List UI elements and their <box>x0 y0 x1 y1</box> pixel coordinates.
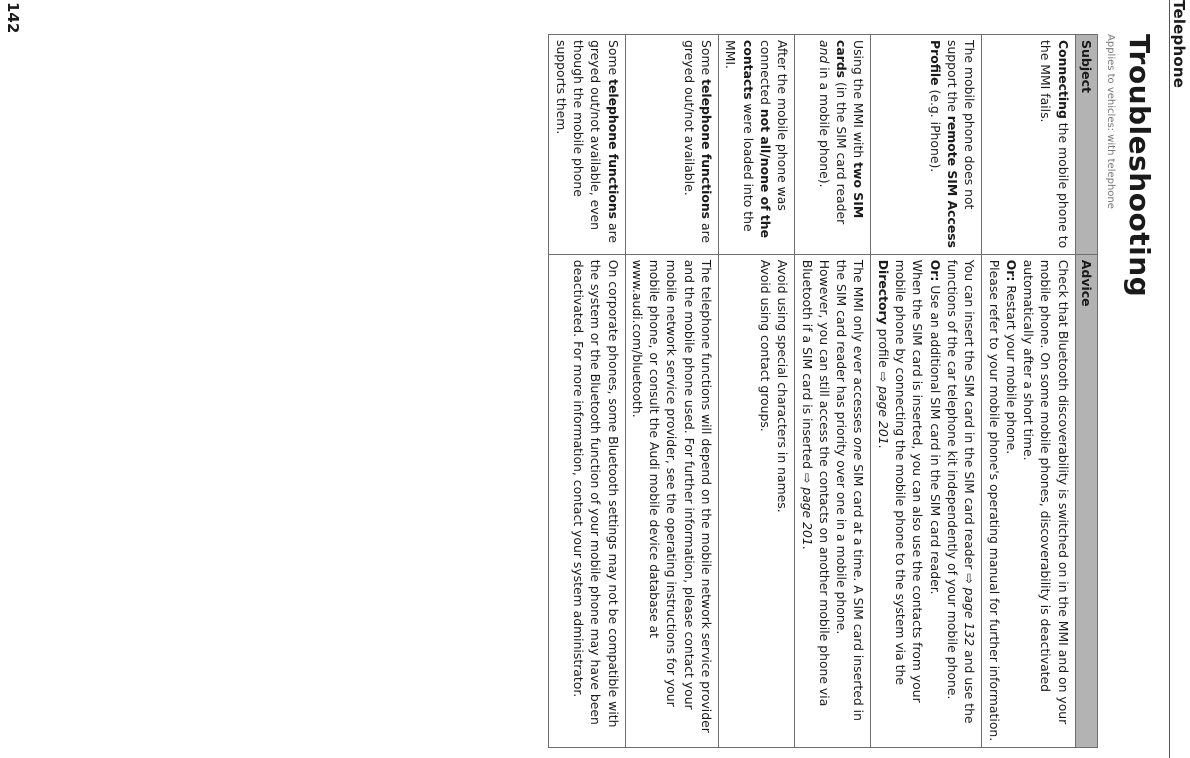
page-reference-arrow-icon: ⇨ <box>799 472 815 484</box>
page-number: 142 <box>4 2 22 34</box>
advice-paragraph <box>944 260 979 742</box>
advice-paragraph <box>1003 260 1020 742</box>
subject-cell <box>719 35 795 255</box>
or-label: Or: <box>927 259 943 282</box>
subject-cell <box>982 35 1075 255</box>
subject-text: the mobile phone to the MMI fails. <box>1038 40 1071 249</box>
subject-text: (in the SIM card reader <box>834 78 850 225</box>
applies-to-note: Applies to vehicles: with telephone <box>1105 34 1116 209</box>
advice-paragraph: Avoid using contact groups. <box>757 259 773 432</box>
column-header-subject: Subject <box>1075 35 1097 255</box>
subject-text: (e.g. iPhone). <box>927 85 943 173</box>
table-row <box>795 35 871 748</box>
subject-keyword: telephone functions <box>605 79 621 220</box>
page-reference-link[interactable]: page 201 <box>799 483 815 546</box>
table-row <box>871 35 982 748</box>
subject-emphasis: and <box>816 40 832 64</box>
subject-text: in a mobile phone). <box>816 63 832 188</box>
subject-keyword: telephone functions <box>699 79 715 220</box>
page-reference-arrow-icon: ⇨ <box>875 371 891 383</box>
subject-text: After the mobile phone was connected <box>757 40 791 211</box>
subject-text: are greyed out/not available, even though the mobile phone supports them. <box>553 40 621 244</box>
advice-cell <box>982 254 1075 747</box>
advice-emphasis: one <box>851 437 867 461</box>
page-reference-link[interactable]: page 132 <box>962 583 978 647</box>
advice-paragraph: Check that Bluetooth discoverability is switched on in the MMI and on your mobile phone. On some mobile phones, discoverability is deactivated automatically after a short time. <box>1021 259 1071 725</box>
advice-text: You can insert the SIM card in the SIM card reader <box>962 259 978 574</box>
page-reference-arrow-icon: ⇨ <box>962 573 978 584</box>
subject-cell <box>549 35 625 255</box>
advice-cell <box>871 254 982 747</box>
table-row <box>719 35 795 748</box>
subject-cell <box>625 35 718 255</box>
section-title: Troubleshooting <box>1123 34 1156 298</box>
subject-keyword: two SIM cards <box>834 40 867 219</box>
table-row <box>625 35 718 748</box>
subject-keyword: not all/none of the contacts <box>740 40 773 239</box>
subject-text: Using the MMI with <box>851 40 867 163</box>
advice-paragraph <box>833 260 868 742</box>
directory-keyword: Directory <box>875 259 891 325</box>
subject-text: were loaded into the MMI. <box>723 40 756 232</box>
subject-text: The mobile phone does not support the <box>944 40 978 210</box>
advice-text: SIM card at a time. A SIM card inserted in the SIM card reader has priority over one in a mobile phone. <box>834 259 867 721</box>
advice-cell <box>719 254 795 747</box>
advice-text: Use an additional SIM card in the SIM card reader. <box>927 281 943 595</box>
advice-text: Restart your mobile phone. <box>1003 281 1019 455</box>
advice-paragraph: The telephone functions will depend on the mobile network service provider and the mobile phone used. For further information, please contact your mobile network service provider, see the operating instructions for your mobile phone, or consult the Audi mobile device database at www.audi.com/bluetooth. <box>629 259 715 733</box>
running-header-title: Telephone <box>1170 0 1188 89</box>
subject-keyword: Connecting <box>1055 40 1071 119</box>
column-header-advice: Advice <box>1075 254 1097 747</box>
or-label: Or: <box>1003 259 1019 282</box>
subject-cell <box>871 35 982 255</box>
subject-text: are greyed out/not available. <box>681 40 715 244</box>
subject-text: Some <box>699 40 715 80</box>
table-row <box>982 35 1075 748</box>
advice-cell <box>625 254 718 747</box>
advice-text: and use the functions of the car telephone kit independently of your mobile phone. <box>944 259 978 724</box>
subject-text: Some <box>605 40 621 80</box>
advice-paragraph: On corporate phones, some Bluetooth settings may not be compatible with the system or the Bluetooth function of your mobile phone may have been deactivated. For more information, contact your system administrator. <box>570 259 621 728</box>
advice-paragraph <box>874 260 926 742</box>
advice-paragraph: Avoid using special characters in names. <box>775 259 791 513</box>
advice-text: . <box>875 444 891 449</box>
table-row <box>549 35 625 748</box>
advice-text: However, you can still access the contacts on another mobile phone via Bluetooth if a SIM card is inserted <box>799 259 832 707</box>
running-header <box>1169 0 1190 758</box>
advice-text: The MMI only ever accesses <box>851 259 867 438</box>
advice-paragraph <box>926 260 943 742</box>
advice-paragraph <box>798 260 833 742</box>
advice-paragraph: Please refer to your mobile phone's operating manual for further information. <box>986 259 1002 742</box>
subject-keyword: remote SIM Access Profile <box>927 40 960 248</box>
subject-cell <box>795 35 871 255</box>
advice-cell <box>549 254 625 747</box>
page-reference-link[interactable]: page 201 <box>875 382 891 445</box>
advice-text: profile <box>875 324 891 372</box>
advice-text: When the SIM card is inserted, you can also use the contacts from your mobile phone by connecting the mobile phone to the system via the <box>893 259 926 703</box>
table-header-row <box>1075 35 1097 748</box>
advice-text: . <box>799 545 815 550</box>
advice-cell <box>795 254 871 747</box>
troubleshooting-table <box>548 34 1098 748</box>
